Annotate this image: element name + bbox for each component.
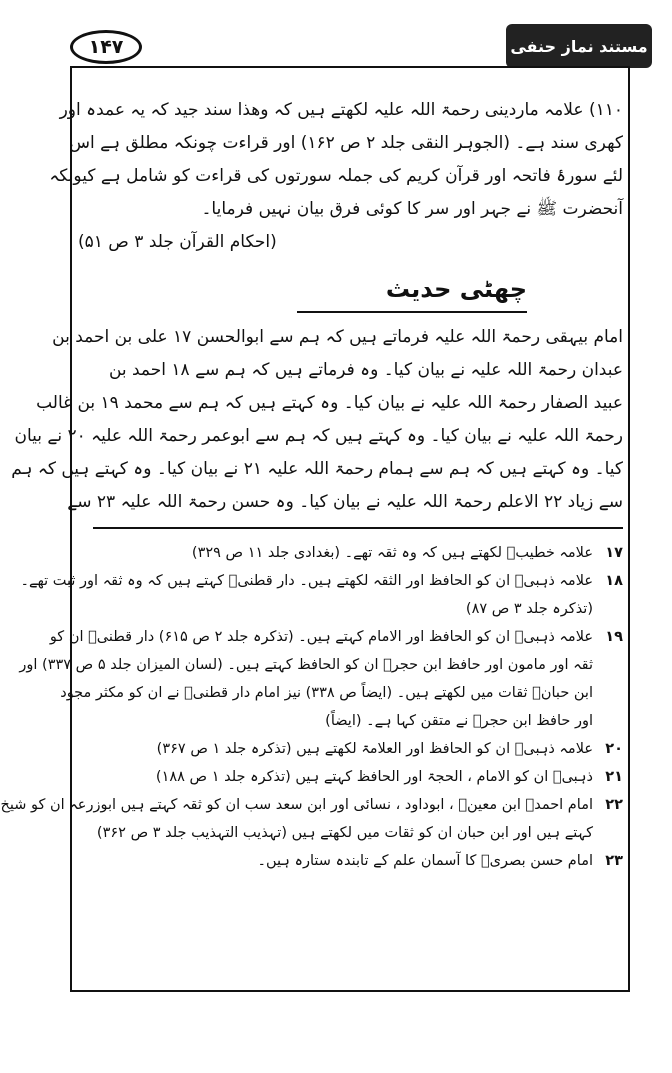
body-line: کھری سند ہے۔ (الجوہر النقی جلد ۲ ص ۱۶۲) اور قراءت چونکہ مطلق ہے اس (69, 133, 623, 153)
footnote-text: کہتے ہیں اور ابن حبان ان کو ثقات میں لکھتے ہیں (تہذیب التہذیب جلد ۳ ص ۳۶۲) (96, 825, 593, 841)
body-line: آنحضرت ﷺ نے جہر اور سر کا کوئی فرق بیان نہیں فرمایا۔ (201, 199, 623, 219)
footnote-number: ۲۲ (605, 797, 623, 813)
footnote-number: ۲۱ (605, 769, 623, 785)
footnote-text: ثقہ اور مامون اور حافظ ابن حجرؒ ان کو الحافظ کہتے ہیں۔ (لسان المیزان جلد ۵ ص ۳۳۷) اور (19, 657, 593, 673)
footnote-text: ذہبیؒ ان کو الامام ، الحجۃ اور الحافظ کہتے ہیں (تذکرہ جلد ۱ ص ۱۸۸) (155, 769, 593, 785)
citation: (احکام القرآن جلد ۳ ص ۵۱) (78, 232, 277, 252)
body-line: رحمۃ اللہ علیہ نے بیان کیا۔ وہ کہتے ہیں کہ ہم سے ابوعمر رحمۃ اللہ علیہ ۲۰ نے بیان (14, 426, 623, 446)
footnote-text: علامہ خطیبؒ لکھتے ہیں کہ وہ ثقہ تھے۔ (بغدادی جلد ۱۱ ص ۳۲۹) (191, 545, 593, 561)
body-line: لئے سورۂ فاتحہ اور قرآن کریم کی جملہ سورتوں کی قراءت کو شامل ہے کیونکہ (49, 166, 623, 186)
footnote-text: امام حسن بصریؒ کا آسمان علم کے تابندہ ستارہ ہیں۔ (257, 853, 593, 869)
footnote-number: ۱۷ (605, 545, 623, 561)
body-line: عبدان رحمۃ اللہ علیہ نے بیان کیا۔ وہ فرماتے ہیں کہ ہم سے ۱۸ احمد بن (108, 360, 623, 380)
footnote-number: ۲۰ (605, 741, 623, 757)
footnote-text: علامہ ذہبیؒ ان کو الحافظ اور العلامۃ لکھتے ہیں (تذکرہ جلد ۱ ص ۳۶۷) (156, 741, 593, 757)
footnote-text: علامہ ذہبیؒ ان کو الحافظ اور الثقہ لکھتے ہیں۔ دار قطنیؒ کہتے ہیں کہ وہ ثقہ اور ثبت تھے۔ (20, 573, 593, 589)
footnote-21 (78, 763, 623, 791)
footnote-18 (20, 567, 623, 623)
page-content (0, 94, 623, 875)
footnote-divider (93, 527, 623, 529)
footnote-19 (19, 623, 623, 735)
footnote-text: اور حافظ ابن حجرؒ نے متقن کہا ہے۔ (ایضاً) (325, 713, 593, 729)
footnote-text: (تذکرہ جلد ۳ ص ۸۷) (465, 601, 593, 617)
footnote-23 (78, 847, 623, 875)
footnote-number: ۱۸ (605, 573, 623, 589)
footnote-17 (78, 539, 623, 567)
book-title-banner: مستند نماز حنفی (506, 24, 652, 68)
body-line: امام بیہقی رحمۃ اللہ علیہ فرماتے ہیں کہ ہم سے ابوالحسن ۱۷ علی بن احمد بن (52, 327, 623, 347)
body-line: ۱۱۰) علامہ ماردینی رحمۃ اللہ علیہ لکھتے ہیں کہ وھذا سند جید کہ یہ عمدہ اور (59, 100, 623, 120)
footnote-text: ابن حبانؒ ثقات میں لکھتے ہیں۔ (ایضاً ص ۳۳۸) نیز امام دار قطنیؒ نے ان کو مکثر مجود (60, 685, 593, 701)
footnote-number: ۱۹ (605, 629, 623, 645)
footnote-text: امام احمدؒ ابن معینؒ ، ابوداود ، نسائی اور ابن سعد سب ان کو ثقہ کہتے ہیں ابوزرعہ ان کو شیخ (0, 797, 593, 813)
page-number: ۱۴۷ (70, 30, 142, 64)
footnote-22 (0, 791, 623, 847)
section-title: چھٹی حدیث (385, 275, 527, 303)
footnote-number: ۲۳ (605, 853, 623, 869)
footnote-text: علامہ ذہبیؒ ان کو الحافظ اور الامام کہتے ہیں۔ (تذکرہ جلد ۲ ص ۶۱۵) دار قطنیؒ ان کو (49, 629, 593, 645)
body-line: سے زیاد ۲۲ الاعلم رحمۃ اللہ علیہ نے بیان کیا۔ وہ حسن رحمۃ اللہ علیہ ۲۳ سے (67, 492, 623, 512)
body-line: عبید الصفار رحمۃ اللہ علیہ نے بیان کیا۔ وہ کہتے ہیں کہ ہم سے محمد ۱۹ بن غالب (36, 393, 623, 413)
title-underline (297, 311, 527, 313)
footnote-20 (78, 735, 623, 763)
body-line: کیا۔ وہ کہتے ہیں کہ ہم سے ہمام رحمۃ اللہ علیہ ۲۱ نے بیان کیا۔ وہ کہتے ہیں کہ ہم (11, 459, 623, 479)
